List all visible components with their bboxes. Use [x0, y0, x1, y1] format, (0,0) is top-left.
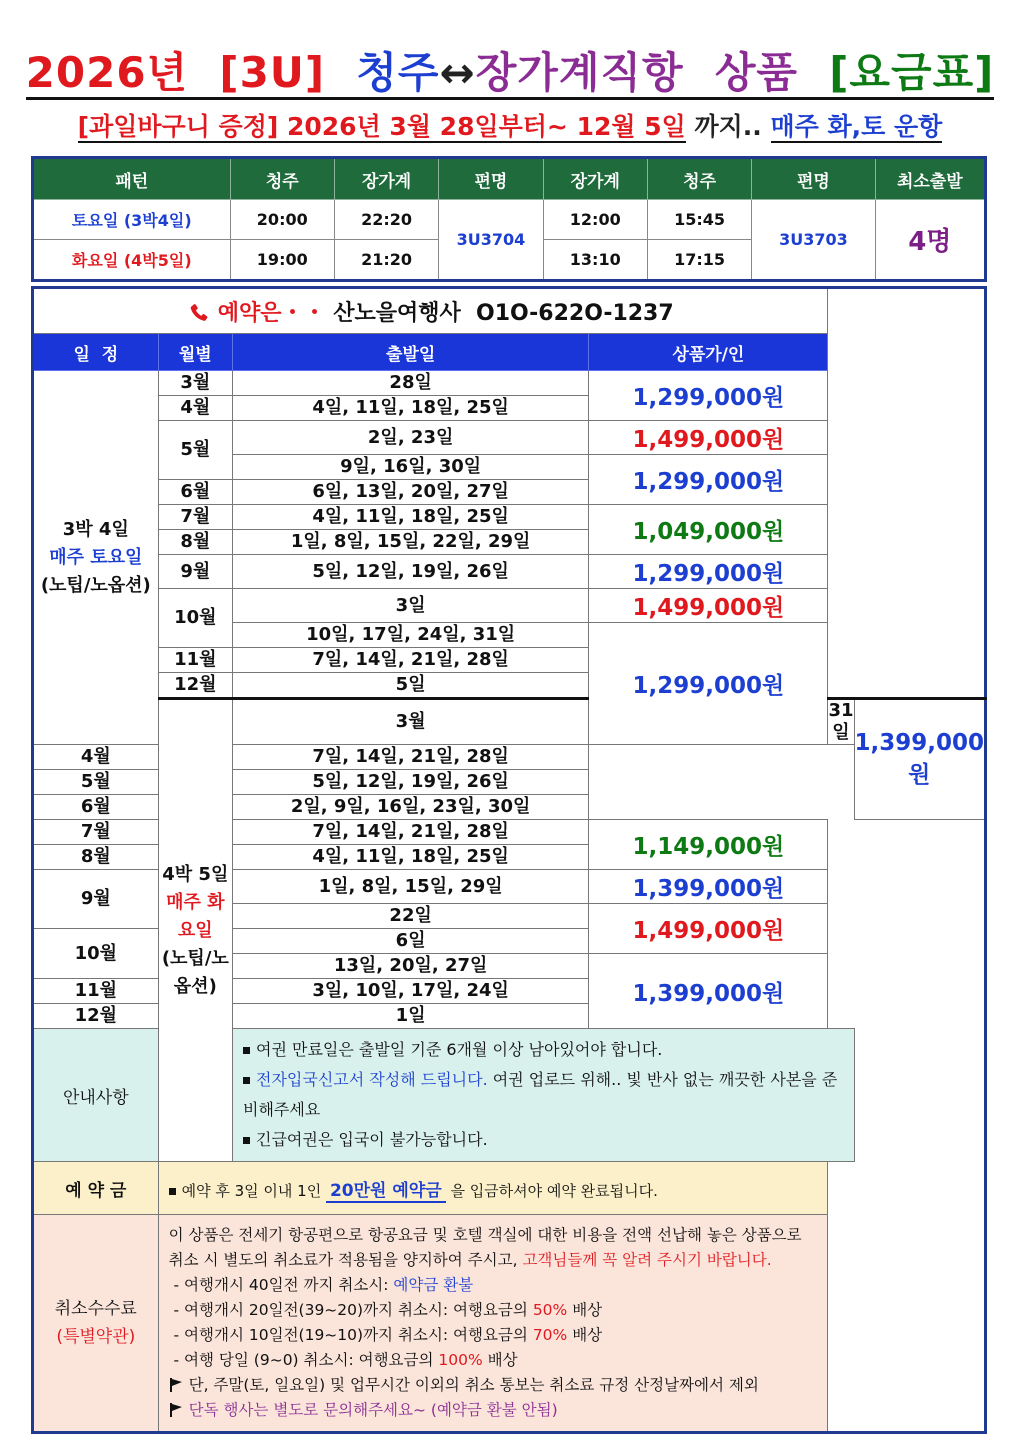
table-row — [33, 530, 986, 555]
month-cell: 5월 — [158, 421, 232, 480]
dates-cell: 7일, 14일, 21일, 28일 — [233, 820, 589, 845]
subtitle-gift: [과일바구니 증정] — [77, 112, 279, 141]
tue-arr1: 21:20 — [334, 240, 438, 281]
deposit-label: 예 약 금 — [33, 1162, 159, 1215]
table-row — [33, 673, 986, 699]
dates-cell: 1일, 8일, 15일, 29일 — [233, 870, 589, 904]
header-schedule: 일 정 — [33, 334, 159, 371]
flag-icon — [169, 1378, 183, 1392]
title-product: 상품 — [714, 48, 798, 97]
deposit-post: 을 입금하셔야 예약 완료됩니다. — [450, 1181, 658, 1200]
cancel-rule-1 — [169, 1273, 818, 1298]
title-to: 장가계직항 — [475, 48, 684, 97]
table-row — [33, 648, 986, 673]
notice-content — [233, 1029, 854, 1162]
header-dates: 출발일 — [233, 334, 589, 371]
flight-in-number: 3U3703 — [752, 200, 875, 281]
sat-arr1: 22:20 — [334, 200, 438, 240]
deposit-row — [33, 1162, 986, 1215]
price-cell: 1,399,000원 — [589, 870, 828, 904]
title-from: 청주 — [356, 48, 440, 97]
dates-cell: 5일 — [233, 673, 589, 699]
subtitle-ops: 매주 화,토 운항 — [770, 112, 943, 141]
dates-cell: 28일 — [233, 371, 589, 396]
price-cell: 1,399,000원 — [854, 699, 986, 820]
cancel-label — [33, 1215, 159, 1433]
cancel-para-1: 이 상품은 전세기 항공편으로 항공요금 및 호텔 객실에 대한 비용을 전액 선납해 놓은 상품으로 — [168, 1226, 802, 1244]
subtitle-period: 2026년 3월 28일부터~ 12월 5일 — [287, 112, 686, 141]
dates-cell: 31일 — [828, 700, 854, 743]
bullet-icon — [243, 1137, 250, 1144]
flight-out-number: 3U3704 — [439, 200, 543, 281]
group-tue-note: (노팁/노옵션) — [161, 947, 229, 997]
dates-cell: 13일, 20일, 27일 — [233, 954, 589, 979]
flag-icon — [169, 1403, 183, 1417]
notice-label: 안내사항 — [33, 1029, 159, 1162]
notice-text-2a: 전자입국신고서 작성해 드립니다. — [256, 1070, 488, 1089]
dates-cell: 5일, 12일, 19일, 26일 — [233, 770, 589, 795]
dates-cell: 22일 — [233, 904, 589, 929]
notice-text-2b: 여권 업로드 위해.. 빛 반사 없는 깨끗한 사본을 준비해주세요 — [243, 1070, 838, 1119]
group-tuesday — [158, 699, 232, 1162]
cancel-label-2: (특별약관) — [56, 1327, 136, 1347]
title-tag: [요금표] — [829, 48, 995, 97]
cancel-rule-1b: 예약금 환불 — [393, 1276, 474, 1294]
cancel-content — [158, 1215, 828, 1433]
cancel-para-2 — [169, 1248, 818, 1273]
table-row — [33, 396, 986, 421]
table-row — [33, 421, 986, 455]
contact-phone[interactable]: O1O-622O-1237 — [476, 300, 674, 326]
tue-dep2: 13:10 — [543, 240, 647, 281]
page-subtitle — [0, 110, 1020, 144]
notice-text-1: 여권 만료일은 출발일 기준 6개월 이상 남아있어야 합니다. — [256, 1040, 663, 1059]
cancel-rule-4c: 배상 — [482, 1351, 518, 1369]
sat-arr2: 15:45 — [647, 200, 751, 240]
month-cell: 6월 — [33, 795, 159, 820]
price-cell: 1,149,000원 — [589, 820, 828, 870]
table-row — [33, 555, 986, 589]
month-cell: 4월 — [33, 745, 159, 770]
dates-cell: 6일 — [233, 929, 589, 954]
contact-label: 예약은・・ — [217, 300, 326, 326]
group-tue-duration: 4박 5일 — [162, 863, 229, 885]
header-price: 상품가/인 — [589, 334, 828, 371]
dates-cell: 2일, 23일 — [233, 421, 589, 455]
sat-dep1: 20:00 — [230, 200, 334, 240]
contact-agency: 산노을여행사 — [333, 300, 461, 326]
month-cell: 5월 — [33, 770, 159, 795]
month-cell: 12월 — [33, 1004, 159, 1029]
dates-cell: 3일 — [233, 589, 589, 623]
price-cell: 1,049,000원 — [589, 505, 828, 555]
title-arrow: ↔ — [439, 48, 476, 97]
phone-icon — [188, 302, 210, 324]
table-row — [33, 589, 986, 623]
dates-cell: 7일, 14일, 21일, 28일 — [233, 648, 589, 673]
dates-cell: 4일, 11일, 18일, 25일 — [233, 396, 589, 421]
cancel-rule-4 — [169, 1348, 818, 1373]
price-cell: 1,299,000원 — [589, 371, 828, 421]
cancel-rule-3 — [169, 1323, 818, 1348]
dates-cell: 9일, 16일, 30일 — [233, 455, 589, 480]
bullet-icon — [169, 1188, 176, 1195]
dates-cell: 2일, 9일, 16일, 23일, 30일 — [233, 795, 589, 820]
month-cell: 11월 — [158, 648, 232, 673]
month-cell: 7월 — [158, 505, 232, 530]
header-min-pax: 최소출발 — [875, 158, 985, 200]
cancel-rule-3c: 배상 — [567, 1326, 603, 1344]
dates-cell: 10일, 17일, 24일, 31일 — [233, 623, 589, 648]
cancel-label-1: 취소수수료 — [54, 1299, 137, 1319]
tue-dep1: 19:00 — [230, 240, 334, 281]
dates-cell: 6일, 13일, 20일, 27일 — [233, 480, 589, 505]
dates-cell: 1일 — [233, 1004, 589, 1029]
deposit-amount: 20만원 예약금 — [326, 1181, 446, 1203]
price-cell: 1,499,000원 — [589, 904, 828, 954]
cancel-rule-3a: - 여행개시 10일전(19~10)까지 취소시: 여행요금의 — [173, 1326, 533, 1344]
notice-line-1 — [243, 1035, 843, 1065]
month-cell: 12월 — [158, 673, 232, 699]
dates-cell: 4일, 11일, 18일, 25일 — [233, 845, 589, 870]
sat-dep2: 12:00 — [543, 200, 647, 240]
month-cell: 7월 — [33, 820, 159, 845]
month-cell: 8월 — [33, 845, 159, 870]
header-month: 월별 — [158, 334, 232, 371]
cancel-flag-1 — [169, 1373, 818, 1398]
price-table — [31, 286, 987, 1434]
dates-cell: 7일, 14일, 21일, 28일 — [233, 745, 589, 770]
group-tue-day: 매주 화요일 — [166, 891, 225, 941]
cancel-rule-1a: - 여행개시 40일전 까지 취소시: — [173, 1276, 394, 1294]
price-cell: 1,499,000원 — [589, 589, 828, 623]
group-sat-note: (노팁/노옵션) — [40, 574, 151, 596]
header-arrive-cheongju: 청주 — [647, 158, 751, 200]
cancel-row — [33, 1215, 986, 1433]
month-cell: 8월 — [158, 530, 232, 555]
cancel-flag-2 — [169, 1398, 818, 1423]
price-cell: 1,299,000원 — [589, 555, 828, 589]
dates-cell: 5일, 12일, 19일, 26일 — [233, 555, 589, 589]
notice-line-3 — [243, 1125, 843, 1155]
cancel-rule-4b: 100% — [438, 1351, 483, 1369]
month-cell: 6월 — [158, 480, 232, 505]
month-cell: 10월 — [33, 929, 159, 979]
title-code: [3U] — [219, 48, 326, 97]
cancel-rule-2 — [169, 1298, 818, 1323]
deposit-pre: 예약 후 3일 이내 1인 — [181, 1181, 322, 1200]
cancel-flag-1-text: 단, 주말(토, 일요일) 및 업무시간 이외의 취소 통보는 취소료 규정 산정날짜에서 제외 — [188, 1376, 759, 1394]
dates-cell: 4일, 11일, 18일, 25일 — [233, 505, 589, 530]
deposit-content — [158, 1162, 828, 1215]
month-cell: 10월 — [158, 589, 232, 648]
flight-schedule-table — [31, 156, 987, 282]
cancel-rule-2a: - 여행개시 20일전(39~20)까지 취소시: 여행요금의 — [173, 1301, 533, 1319]
cancel-rule-2b: 50% — [532, 1301, 568, 1319]
header-depart-cheongju: 청주 — [230, 158, 334, 200]
tue-arr2: 17:15 — [647, 240, 751, 281]
page-title — [0, 45, 1020, 101]
cancel-rule-2c: 배상 — [567, 1301, 603, 1319]
month-cell: 3월 — [233, 699, 589, 745]
bullet-icon — [243, 1047, 250, 1054]
group-saturday — [33, 371, 159, 745]
dates-cell: 1일, 8일, 15일, 22일, 29일 — [233, 530, 589, 555]
month-cell: 3월 — [158, 371, 232, 396]
notice-text-3: 긴급여권은 입국이 불가능합니다. — [256, 1130, 488, 1149]
group-sat-duration: 3박 4일 — [62, 518, 129, 540]
header-depart-zhangjiajie: 장가계 — [543, 158, 647, 200]
price-cell: 1,499,000원 — [589, 421, 828, 455]
cancel-rule-4a: - 여행 당일 (9~0) 취소시: 여행요금의 — [173, 1351, 439, 1369]
subtitle-until: 까지.. — [694, 112, 762, 141]
price-cell: 1,299,000원 — [589, 455, 828, 505]
month-cell: 11월 — [33, 979, 159, 1004]
month-cell: 4월 — [158, 396, 232, 421]
schedule-header-row — [33, 334, 986, 371]
cancel-rule-3b: 70% — [532, 1326, 568, 1344]
price-cell: 1,399,000원 — [589, 954, 828, 1029]
cancel-para-2a: 취소 시 별도의 취소료가 적용됨을 양지하여 주시고, — [168, 1251, 523, 1269]
notice-line-2 — [243, 1065, 843, 1125]
price-cell: 1,299,000원 — [589, 623, 828, 745]
contact-bar — [33, 288, 828, 334]
header-flight-in: 편명 — [752, 158, 875, 200]
pattern-tuesday: 화요일 (4박5일) — [33, 240, 231, 281]
table-row — [33, 371, 986, 396]
cancel-para-2b: 고객님들께 꼭 알려 주시기 바랍니다. — [522, 1251, 772, 1269]
pattern-saturday: 토요일 (3박4일) — [33, 200, 231, 240]
bullet-icon — [243, 1077, 250, 1084]
title-year: 2026년 — [25, 48, 189, 97]
header-flight-out: 편명 — [439, 158, 543, 200]
header-arrive-zhangjiajie: 장가계 — [334, 158, 438, 200]
month-cell: 9월 — [158, 555, 232, 589]
flight-row-saturday — [33, 200, 986, 240]
month-cell: 9월 — [33, 870, 159, 929]
table-row — [33, 699, 986, 745]
dates-cell: 3일, 10일, 17일, 24일 — [233, 979, 589, 1004]
min-pax: 4명 — [875, 200, 985, 281]
header-pattern: 패턴 — [33, 158, 231, 200]
table-row — [33, 505, 986, 530]
cancel-flag-2-text: 단독 행사는 별도로 문의해주세요~ (예약금 환불 안됨) — [188, 1401, 558, 1419]
flight-header-row — [33, 158, 986, 200]
table-row — [33, 480, 986, 505]
group-sat-day: 매주 토요일 — [49, 546, 143, 568]
